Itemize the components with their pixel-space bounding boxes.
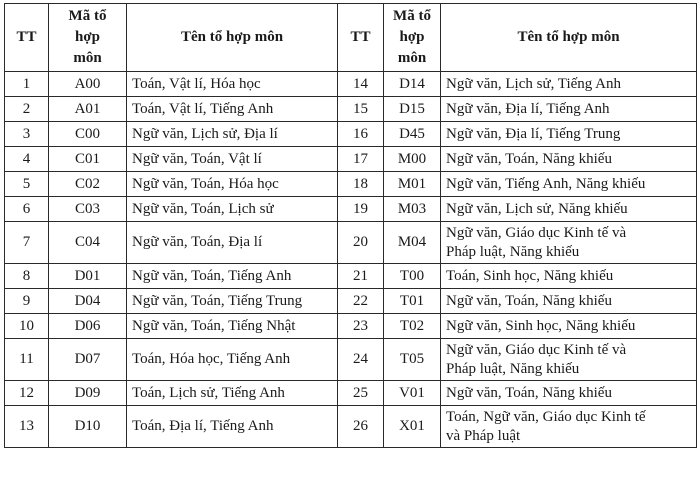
header-code: [49, 4, 127, 72]
combination-code: D04: [49, 289, 127, 314]
row-number: 10: [5, 314, 49, 339]
combination-name: Ngữ văn, Toán, Năng khiếu: [441, 381, 697, 406]
combination-code: T01: [384, 289, 441, 314]
combination-code: D01: [49, 264, 127, 289]
table-row: [5, 222, 697, 264]
combination-code: D10: [49, 406, 127, 448]
table-row: [5, 72, 697, 97]
row-number: 17: [338, 147, 384, 172]
row-number: 20: [338, 222, 384, 264]
header-name: Tên tổ hợp môn: [441, 4, 697, 72]
combination-code: C02: [49, 172, 127, 197]
combination-name: Ngữ văn, Toán, Hóa học: [127, 172, 338, 197]
header-code-line: môn: [73, 50, 102, 66]
header-row: [5, 4, 697, 72]
row-number: 18: [338, 172, 384, 197]
combination-name: [441, 406, 697, 448]
row-number: 26: [338, 406, 384, 448]
table-row: [5, 172, 697, 197]
row-number: 2: [5, 97, 49, 122]
header-code: [384, 4, 441, 72]
header-code-line: môn: [397, 50, 427, 66]
row-number: 6: [5, 197, 49, 222]
combination-name: Toán, Vật lí, Tiếng Anh: [127, 97, 338, 122]
table-row: [5, 264, 697, 289]
combination-code: D07: [49, 339, 127, 381]
row-number: 16: [338, 122, 384, 147]
row-number: 21: [338, 264, 384, 289]
row-number: 7: [5, 222, 49, 264]
row-number: 12: [5, 381, 49, 406]
combination-name-line: Ngữ văn, Giáo dục Kinh tế và: [446, 224, 627, 241]
combination-name: Ngữ văn, Toán, Tiếng Nhật: [127, 314, 338, 339]
combination-name: Ngữ văn, Địa lí, Tiếng Anh: [441, 97, 697, 122]
combination-name-line: Ngữ văn, Giáo dục Kinh tế và: [446, 341, 627, 358]
combination-name: Ngữ văn, Địa lí, Tiếng Trung: [441, 122, 697, 147]
combination-code: D09: [49, 381, 127, 406]
combination-name: Ngữ văn, Toán, Lịch sử: [127, 197, 338, 222]
row-number: 3: [5, 122, 49, 147]
row-number: 5: [5, 172, 49, 197]
row-number: 25: [338, 381, 384, 406]
combination-name-line: Pháp luật, Năng khiếu: [446, 360, 580, 377]
combination-name: Ngữ văn, Sinh học, Năng khiếu: [441, 314, 697, 339]
combination-code: A01: [49, 97, 127, 122]
combination-code: M00: [384, 147, 441, 172]
combination-code: M01: [384, 172, 441, 197]
combination-name: Ngữ văn, Lịch sử, Năng khiếu: [441, 197, 697, 222]
combination-code: D06: [49, 314, 127, 339]
row-number: 22: [338, 289, 384, 314]
combination-code: D14: [384, 72, 441, 97]
combination-code: C04: [49, 222, 127, 264]
combination-name: Ngữ văn, Toán, Vật lí: [127, 147, 338, 172]
combination-code: A00: [49, 72, 127, 97]
table-row: [5, 97, 697, 122]
table-row: [5, 147, 697, 172]
row-number: 14: [338, 72, 384, 97]
header-tt: TT: [5, 4, 49, 72]
table-row: [5, 289, 697, 314]
table-row: [5, 197, 697, 222]
combination-name: Ngữ văn, Toán, Tiếng Anh: [127, 264, 338, 289]
combination-name: Ngữ văn, Toán, Năng khiếu: [441, 289, 697, 314]
combination-code: T02: [384, 314, 441, 339]
row-number: 13: [5, 406, 49, 448]
table-row: [5, 314, 697, 339]
combination-name: Ngữ văn, Lịch sử, Tiếng Anh: [441, 72, 697, 97]
combination-name: Toán, Sinh học, Năng khiếu: [441, 264, 697, 289]
combination-name: [441, 339, 697, 381]
combination-name: Toán, Vật lí, Hóa học: [127, 72, 338, 97]
combination-name: Ngữ văn, Lịch sử, Địa lí: [127, 122, 338, 147]
combination-code: D15: [384, 97, 441, 122]
combination-name: Ngữ văn, Toán, Địa lí: [127, 222, 338, 264]
row-number: 11: [5, 339, 49, 381]
header-code-line: hợp: [75, 29, 100, 45]
combination-name: Ngữ văn, Toán, Tiếng Trung: [127, 289, 338, 314]
combination-name: Toán, Hóa học, Tiếng Anh: [127, 339, 338, 381]
row-number: 19: [338, 197, 384, 222]
combination-code: X01: [384, 406, 441, 448]
header-code-line: hợp: [399, 29, 425, 45]
header-code-line: Mã tổ: [393, 8, 431, 24]
header-code-line: Mã tổ: [68, 8, 107, 24]
combination-name: Ngữ văn, Tiếng Anh, Năng khiếu: [441, 172, 697, 197]
table-row: [5, 406, 697, 448]
combination-code: M04: [384, 222, 441, 264]
combination-code: C01: [49, 147, 127, 172]
combination-code: D45: [384, 122, 441, 147]
row-number: 15: [338, 97, 384, 122]
row-number: 4: [5, 147, 49, 172]
combination-code: C03: [49, 197, 127, 222]
combination-name-line: Toán, Ngữ văn, Giáo dục Kinh tế: [446, 408, 646, 425]
row-number: 1: [5, 72, 49, 97]
combination-name: Ngữ văn, Toán, Năng khiếu: [441, 147, 697, 172]
subject-combination-table: [4, 3, 697, 448]
combination-name-line: Pháp luật, Năng khiếu: [446, 243, 580, 260]
row-number: 24: [338, 339, 384, 381]
combination-name: Toán, Địa lí, Tiếng Anh: [127, 406, 338, 448]
combination-code: M03: [384, 197, 441, 222]
row-number: 9: [5, 289, 49, 314]
table-row: [5, 381, 697, 406]
combination-name: [441, 222, 697, 264]
table-row: [5, 122, 697, 147]
combination-code: V01: [384, 381, 441, 406]
header-name: Tên tổ hợp môn: [127, 4, 338, 72]
row-number: 23: [338, 314, 384, 339]
combination-name-line: và Pháp luật: [446, 427, 521, 444]
combination-code: C00: [49, 122, 127, 147]
combination-code: T00: [384, 264, 441, 289]
header-tt: TT: [338, 4, 384, 72]
combination-name: Toán, Lịch sử, Tiếng Anh: [127, 381, 338, 406]
table-row: [5, 339, 697, 381]
combination-code: T05: [384, 339, 441, 381]
row-number: 8: [5, 264, 49, 289]
